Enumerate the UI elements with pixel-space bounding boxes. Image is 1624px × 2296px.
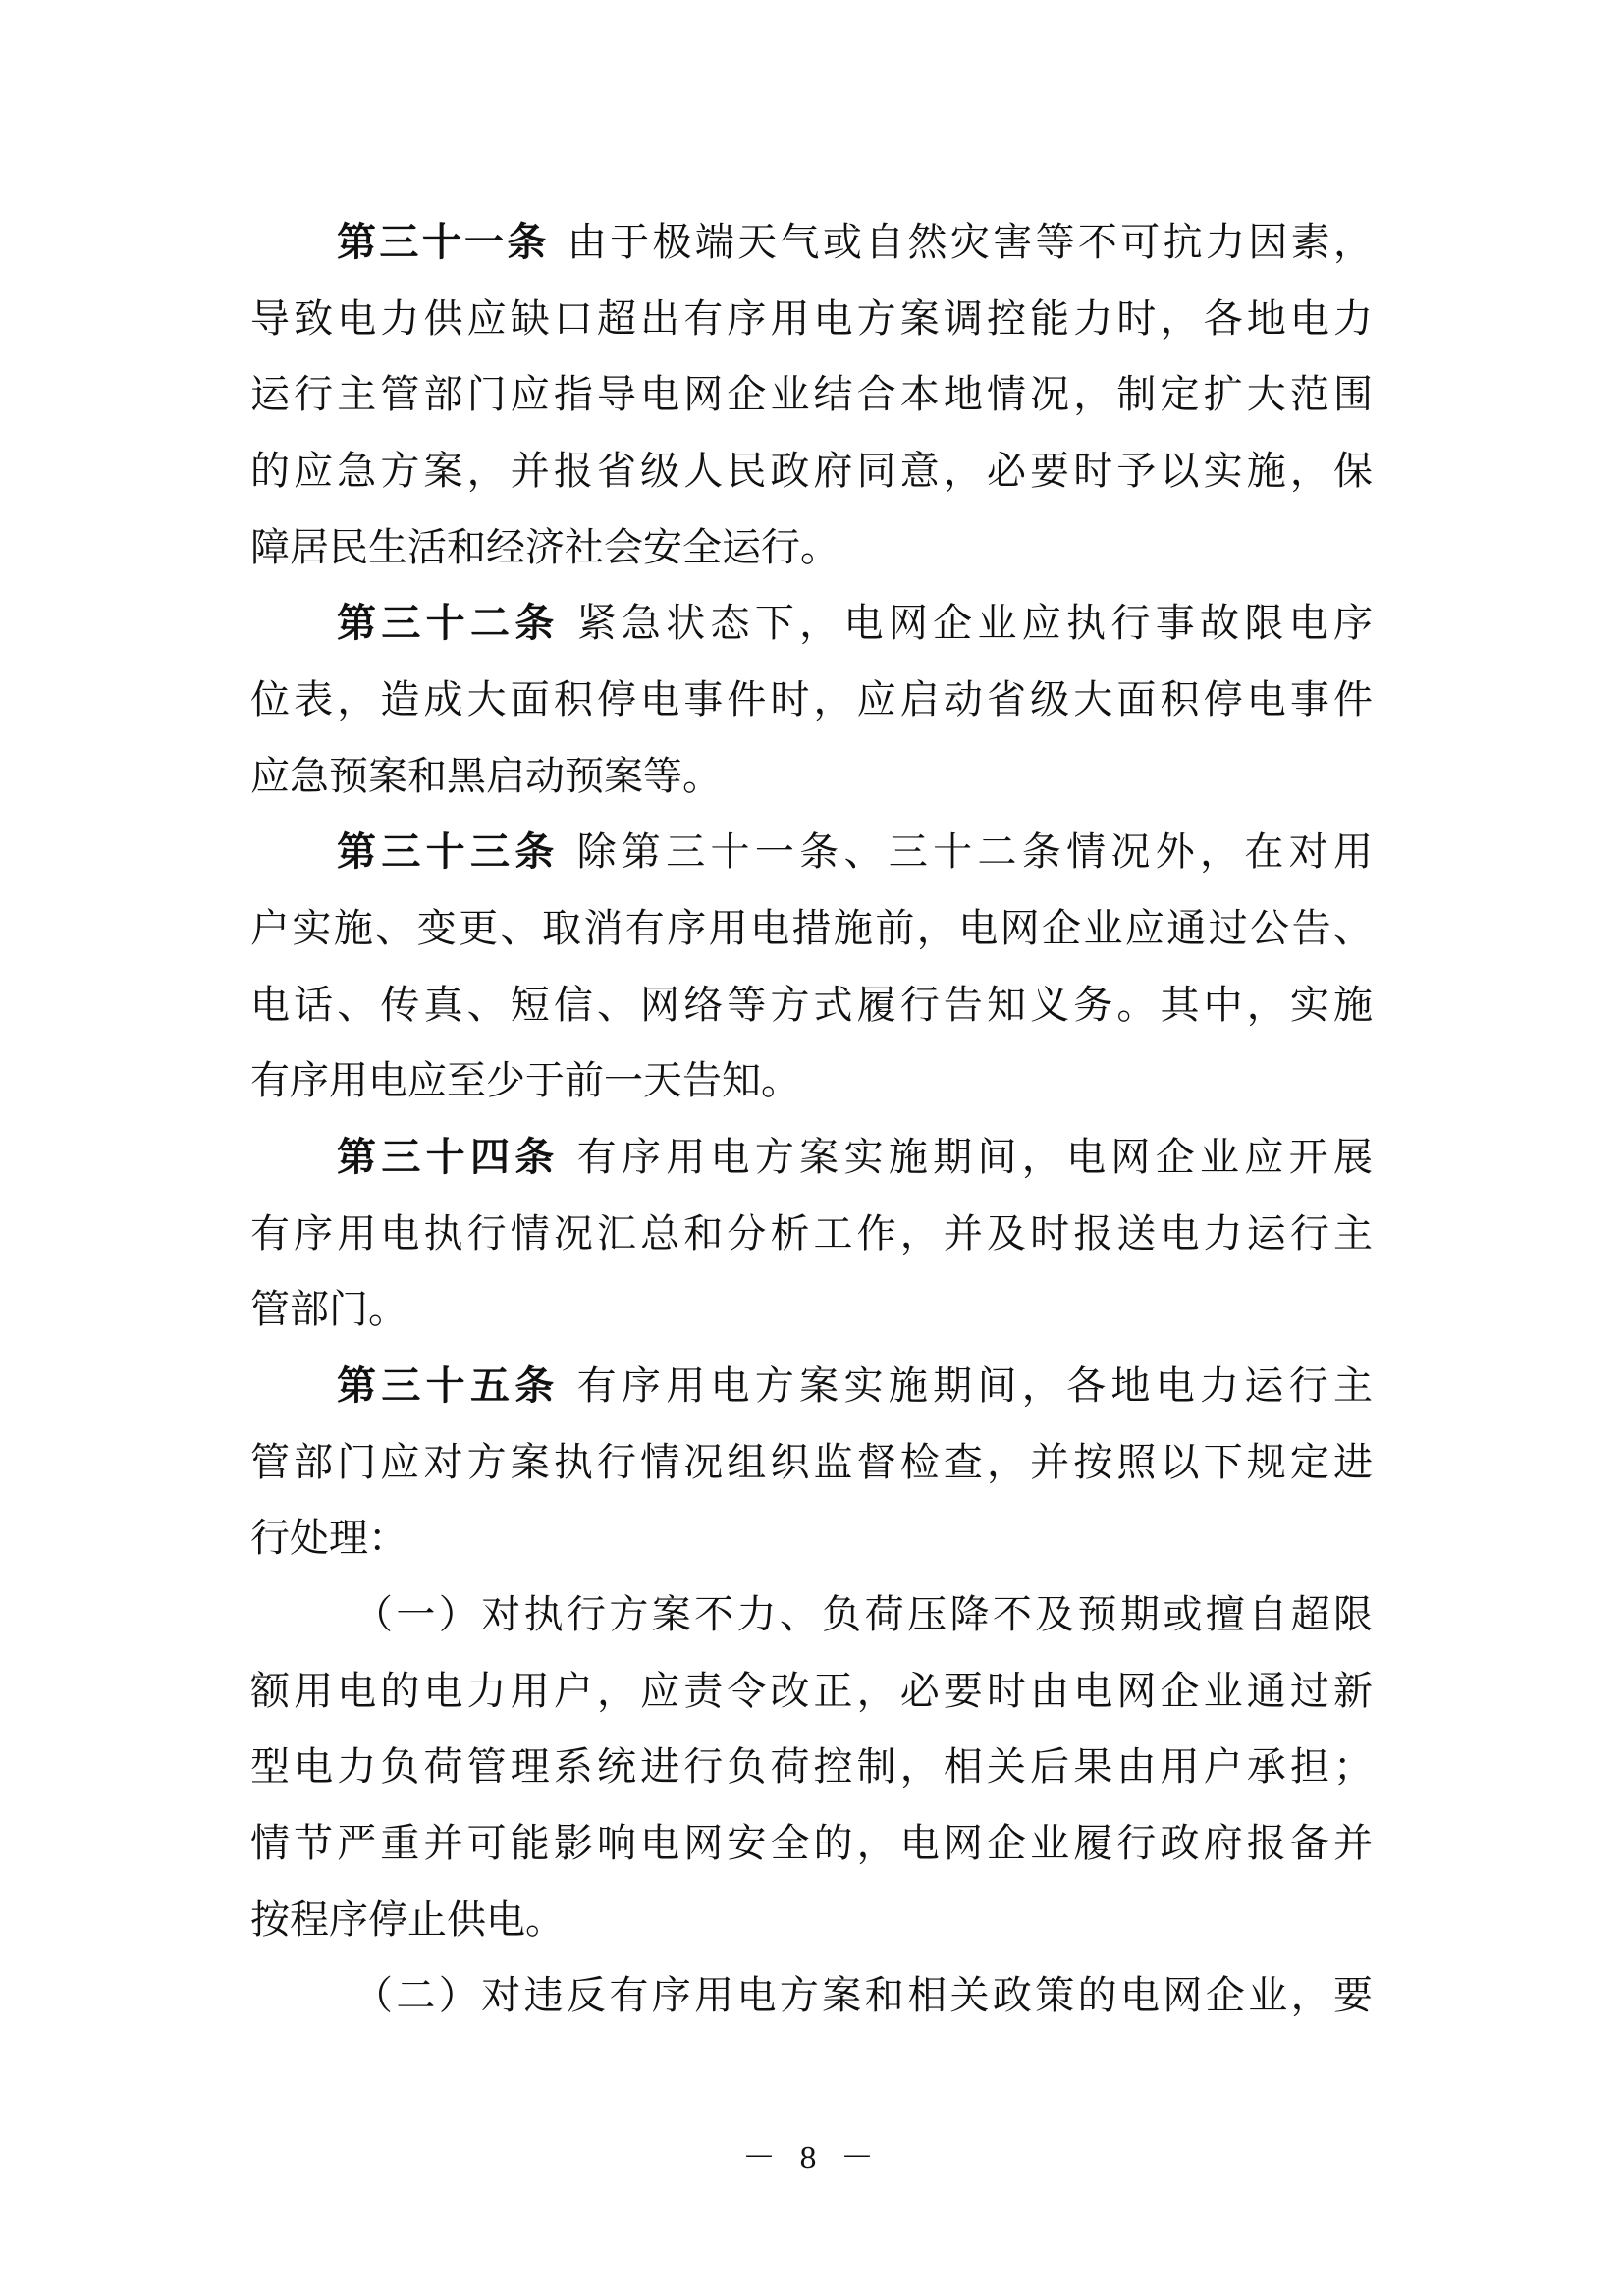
item-1-line-2: 额用电的电力用户，应责令改正，必要时由电网企业通过新 [250,1669,1373,1714]
article-34-line-3: 管部门。 [250,1287,407,1332]
article-31-line-2: 导致电力供应缺口超出有序用电方案调控能力时，各地电力 [250,296,1373,342]
item-1-line-3: 型电力负荷管理系统进行负荷控制，相关后果由用户承担； [250,1744,1373,1789]
article-33-line-2: 户实施、变更、取消有序用电措施前，电网企业应通过公告、 [250,906,1373,951]
article-35-line-2: 管部门应对方案执行情况组织监督检查，并按照以下规定进 [250,1440,1373,1485]
article-34-line-2: 有序用电执行情况汇总和分析工作，并及时报送电力运行主 [250,1211,1373,1256]
article-34-heading: 第三十四条 [337,1135,560,1180]
article-31-heading: 第三十一条 [337,220,550,265]
article-35-line-1: 第三十五条 有序用电方案实施期间，各地电力运行主 [337,1363,1374,1409]
article-31-line-5: 障居民生活和经济社会安全运行。 [250,525,839,570]
article-34-line-1: 第三十四条 有序用电方案实施期间，电网企业应开展 [337,1135,1374,1180]
article-31-line-3: 运行主管部门应指导电网企业结合本地情况，制定扩大范围 [250,372,1373,417]
article-33-line-1: 第三十三条 除第三十一条、三十二条情况外，在对用 [337,829,1374,875]
article-31-line-4: 的应急方案，并报省级人民政府同意，必要时予以实施，保 [250,449,1373,494]
item-1-line-4: 情节严重并可能影响电网安全的，电网企业履行政府报备并 [250,1821,1373,1866]
item-1-line-5: 按程序停止供电。 [250,1897,565,1943]
article-35-line-3: 行处理： [250,1516,407,1561]
item-1-line-1: （一）对执行方案不力、负荷压降不及预期或擅自超限 [353,1592,1373,1637]
article-32-line-1: 第三十二条 紧急状态下，电网企业应执行事故限电序 [337,601,1374,646]
article-32-line-3: 应急预案和黑启动预案等。 [250,754,722,799]
page-number: － 8 － [742,2140,882,2176]
article-35-heading: 第三十五条 [337,1363,560,1409]
article-33-line-4: 有序用电应至少于前一天告知。 [250,1058,800,1103]
article-33-heading: 第三十三条 [337,829,560,875]
article-33-line-3: 电话、传真、短信、网络等方式履行告知义务。其中，实施 [250,983,1373,1028]
article-32-line-2: 位表，造成大面积停电事件时，应启动省级大面积停电事件 [250,677,1373,722]
article-32-heading: 第三十二条 [337,601,560,646]
article-31-line-1: 第三十一条 由于极端天气或自然灾害等不可抗力因素， [337,220,1374,265]
item-2-line-1: （二）对违反有序用电方案和相关政策的电网企业，要 [353,1973,1373,2018]
